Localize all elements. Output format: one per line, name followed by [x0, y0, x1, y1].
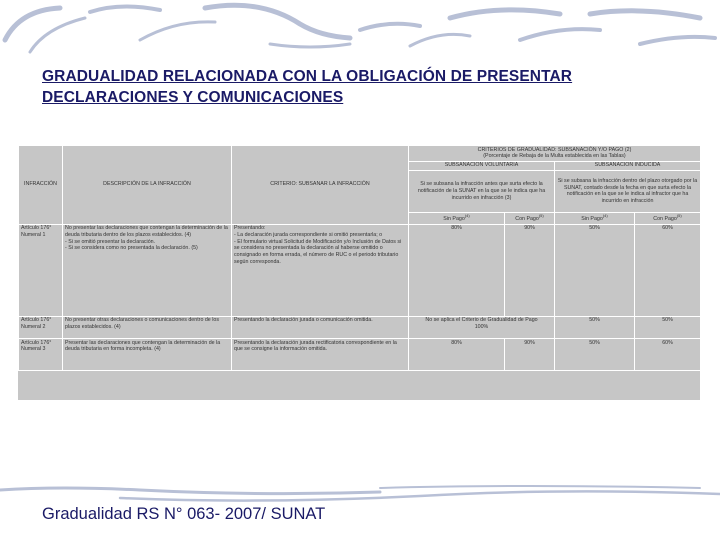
decorative-swoosh-top — [0, 0, 720, 62]
row-ind-con: 50% — [635, 316, 701, 338]
row-criterio: Presentando la declaración jurada rectificatoria correspondiente en la que se consigne la información omitida. — [232, 338, 409, 370]
row-vol-con: 90% — [505, 338, 555, 370]
gradualidad-table — [18, 145, 701, 371]
row-ind-sin: 50% — [555, 338, 635, 370]
row-ind-con: 60% — [635, 224, 701, 316]
footer-reference: Gradualidad RS N° 063- 2007/ SUNAT — [42, 505, 326, 523]
row-vol-con: 90% — [505, 224, 555, 316]
header-descripcion: DESCRIPCIÓN DE LA INFRACCIÓN — [63, 146, 232, 225]
row-vol-merged — [409, 316, 555, 338]
header-vol-con-pago: Con Pago$^{(5)}$ — [505, 212, 555, 224]
table-row — [19, 338, 701, 370]
row-infraccion: Artículo 176° Numeral 3 — [19, 338, 63, 370]
row-vol-sin: 80% — [409, 224, 505, 316]
row-vol-value: 100% — [474, 324, 489, 331]
header-voluntaria-desc: Si se subsana la infracción antes que surta efecto la notificación de la SUNAT en la que se le indica que ha incurrido en infracción (3) — [409, 170, 555, 212]
header-criterios-gradualidad: CRITERIOS DE GRADUALIDAD: SUBSANACIÓN Y/O PAGO (2) (Porcentaje de Rebaja de la Multa establecida en las Tablas) — [409, 146, 701, 162]
header-subsanacion-voluntaria: SUBSANACIÓN VOLUNTARIA — [409, 161, 555, 170]
header-ind-sin-pago: Sin Pago$^{(4)}$ — [555, 212, 635, 224]
header-subsanacion-inducida: SUBSANACIÓN INDUCIDA — [555, 161, 701, 170]
row-ind-con: 60% — [635, 338, 701, 370]
page-title — [42, 66, 682, 108]
row-infraccion: Artículo 176° Numeral 2 — [19, 316, 63, 338]
row-ind-sin: 50% — [555, 224, 635, 316]
row-vol-sin: 80% — [409, 338, 505, 370]
title-line-2: DECLARACIONES Y COMUNICACIONES — [42, 89, 344, 106]
row-infraccion: Artículo 176° Numeral 1 — [19, 224, 63, 316]
row-criterio: Presentando: - La declaración jurada correspondiente si omitió presentarla; o - El formulario virtual Solicitud de Modificación y/o Inclusión de Datos si se considera no presentada la declaración al haberse omitido o consignado en forma errada, el número de RUC o el periodo tributario según corresponda. — [232, 224, 409, 316]
title-line-1: GRADUALIDAD RELACIONADA CON LA OBLIGACIÓN DE PRESENTAR — [42, 68, 573, 85]
decorative-swoosh-bottom — [0, 484, 720, 506]
table-row — [19, 316, 701, 338]
row-descripcion: No presentar otras declaraciones o comunicaciones dentro de los plazos establecidos. (4) — [63, 316, 232, 338]
row-descripcion: No presentar las declaraciones que contengan la determinación de la deuda tributaria dentro de los plazos establecidos. (4) - Si se omitió presentar la declaración. - Si se considera como no presentada la declaración. (5) — [63, 224, 232, 316]
header-vol-sin-pago: Sin Pago$^{(4)}$ — [409, 212, 505, 224]
row-criterio: Presentando la declaración jurada o comunicación omitida. — [232, 316, 409, 338]
header-infraccion: INFRACCIÓN — [19, 146, 63, 225]
header-ind-con-pago: Con Pago$^{(5)}$ — [635, 212, 701, 224]
row-ind-sin: 50% — [555, 316, 635, 338]
row-vol-note: No se aplica el Criterio de Gradualidad de Pago — [425, 317, 538, 324]
header-criterio: CRITERIO: SUBSANAR LA INFRACCIÓN — [232, 146, 409, 225]
table-row — [19, 224, 701, 316]
header-inducida-desc: Si se subsana la infracción dentro del plazo otorgado por la SUNAT, contado desde la fecha en que surta efecto la notificación en la que se le indica al infractor que ha incurrido en infracción — [555, 170, 701, 212]
row-descripcion: Presentar las declaraciones que contengan la determinación de la deuda tributaria en forma incompleta. (4) — [63, 338, 232, 370]
